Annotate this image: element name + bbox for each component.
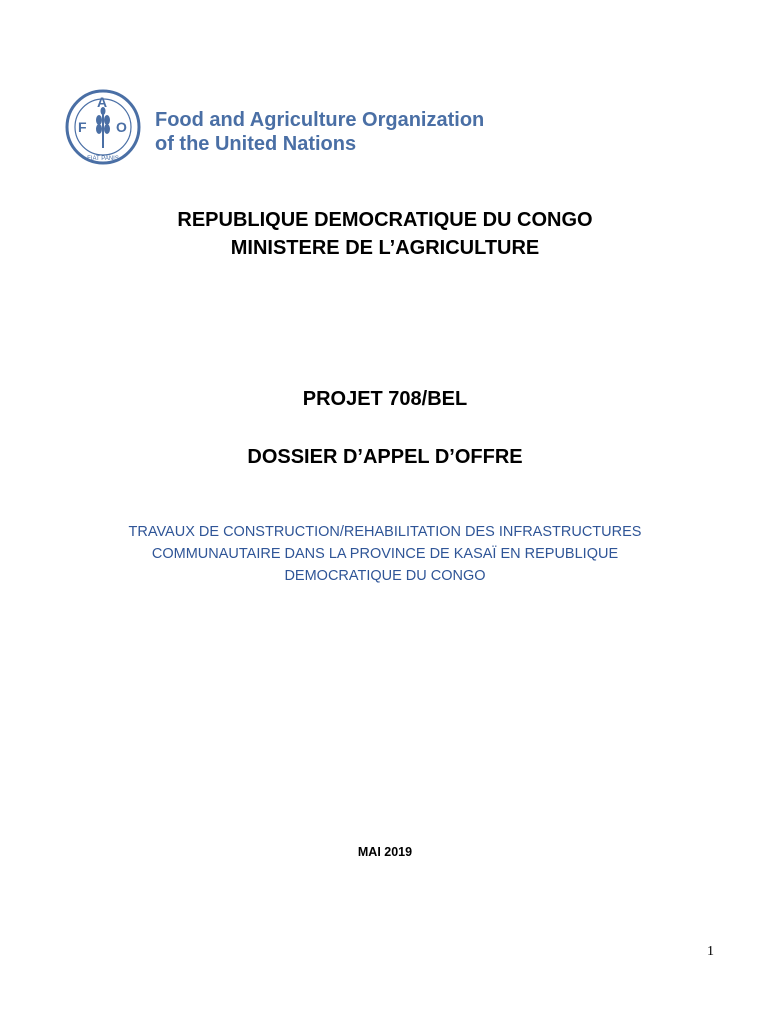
page-number: 1	[707, 944, 714, 959]
emblem-motto: FIAT PANIS	[87, 156, 119, 162]
country-header	[0, 206, 770, 262]
project-description-line2: COMMUNAUTAIRE DANS LA PROVINCE DE KASAÏ EN REPUBLIQUE	[151, 546, 619, 562]
project-description-line1: TRAVAUX DE CONSTRUCTION/REHABILITATION DES INFRASTRUCTURES	[128, 524, 642, 540]
country-name: REPUBLIQUE DEMOCRATIQUE DU CONGO	[177, 209, 593, 231]
emblem-letter-a: A	[97, 94, 108, 110]
emblem-letter-o: O	[116, 119, 127, 135]
document-type: DOSSIER D’APPEL D’OFFRE	[247, 446, 523, 468]
ministry-name: MINISTERE DE L’AGRICULTURE	[230, 237, 540, 259]
fao-logo	[64, 88, 484, 168]
fao-org-name-line2: of the United Nations	[155, 133, 357, 155]
project-description	[80, 521, 690, 587]
project-description-line3: DEMOCRATIQUE DU CONGO	[284, 568, 486, 584]
project-code: PROJET 708/BEL	[302, 388, 468, 410]
document-date: MAI 2019	[357, 845, 413, 859]
emblem-letter-f: F	[78, 119, 87, 135]
fao-org-name-line1: Food and Agriculture Organization	[155, 109, 485, 131]
fao-org-name	[155, 108, 484, 156]
fao-emblem-icon	[64, 88, 142, 166]
